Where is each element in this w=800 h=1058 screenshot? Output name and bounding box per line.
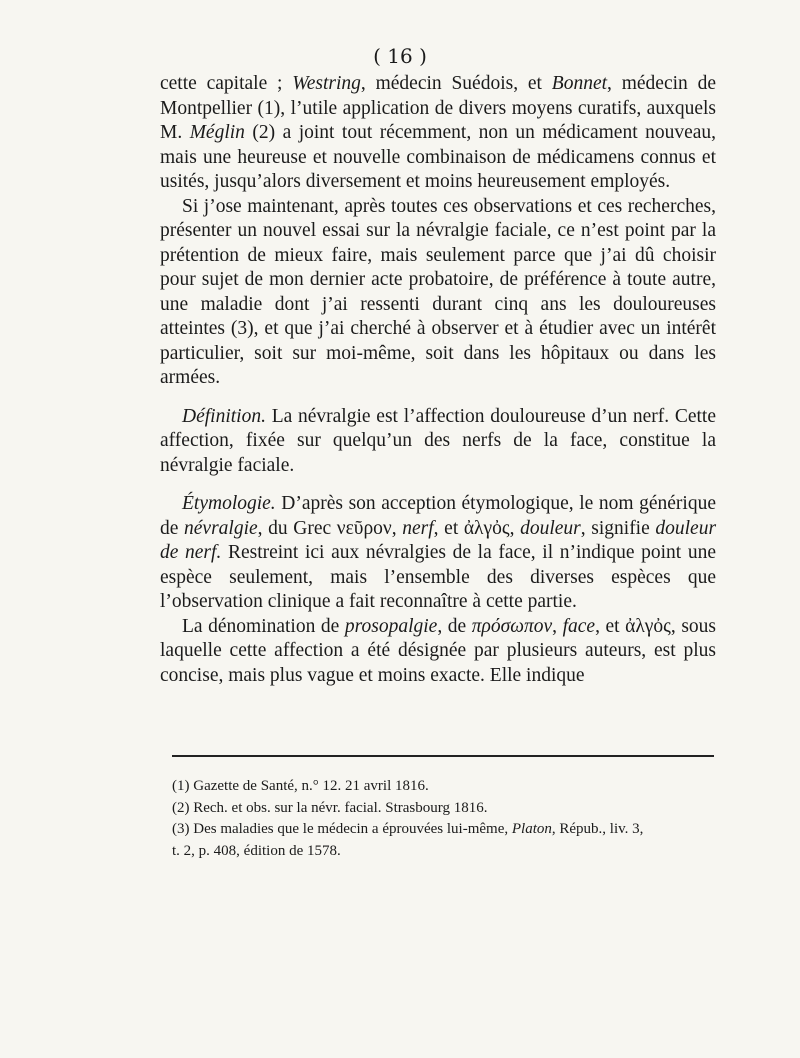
footnote-rule bbox=[172, 755, 714, 757]
p1-text-d: (2) a joint tout récemment, non un médicament nouveau, mais une heureuse et nouvelle combinaison de médicamens connus et usités, jusqu’alors diversement et moins heureusement employés. bbox=[160, 122, 717, 192]
p5-text-a: La dénomination de bbox=[182, 615, 345, 637]
definition-text: La névralgie est l’affection douloureuse d’un nerf. Cette affection, fixée sur quelqu’un des nerfs de la face, constitue la névralgie faciale. bbox=[160, 405, 716, 476]
p4-text-c: , bbox=[391, 517, 403, 539]
greek-algos-2: ἀλγὀς bbox=[625, 615, 671, 637]
p4-text-a: D’après son acception étymologique, le nom générique de bbox=[160, 493, 716, 539]
paragraph-etymology bbox=[160, 492, 716, 615]
name-bonnet: Bonnet bbox=[551, 73, 608, 94]
page-number: ( 16 ) bbox=[373, 44, 427, 68]
paragraph-2: Si j’ose maintenant, après toutes ces observations et ces recherches, présenter un nouvel essai sur la névralgie faciale, ce n’est point par la prétention de mieux faire, mais seulement parce que j’ai dû choisir pour sujet de mon dernier acte probatoire, de préférence à toute autre, une maladie dont j’ai ressenti durant cinq ans les douloureuses atteintes (3), et que j’ai cherché à observer et à étudier avec un intérêt particulier, soit sur moi-même, soit dans les hôpitaux ou dans les armées. bbox=[160, 195, 716, 388]
greek-algos: ἀλγὀς bbox=[463, 517, 510, 539]
p4-text-b: , du Grec bbox=[257, 517, 337, 539]
greek-neuron: νεῦρον bbox=[336, 517, 392, 539]
footnote-3-text-b: , Répub., liv. 3, bbox=[551, 821, 644, 837]
name-meglin: Méglin bbox=[189, 122, 245, 143]
p1-text-b: , médecin Suédois, et bbox=[360, 73, 552, 94]
term-prosopalgie: prosopalgie bbox=[344, 615, 438, 637]
paragraph-1 bbox=[160, 72, 716, 195]
term-douleur-de-nerf: douleur de nerf. bbox=[160, 517, 717, 563]
footnotes bbox=[172, 776, 712, 862]
paragraph-definition bbox=[160, 405, 716, 479]
footnote-3-continuation: t. 2, p. 408, édition de 1578. bbox=[172, 842, 341, 859]
footnote-3-text-a: (3) Des maladies que le médecin a éprouvées lui-même, bbox=[172, 821, 512, 837]
paragraph-prosopalgie bbox=[160, 615, 716, 689]
term-douleur: douleur bbox=[520, 517, 581, 539]
footnote-2: (2) Rech. et obs. sur la névr. facial. Strasbourg 1816. bbox=[172, 799, 488, 816]
p5-text-b: , de bbox=[437, 615, 472, 637]
etymology-label: Étymologie. bbox=[182, 493, 276, 514]
p5-text-d: , et bbox=[595, 615, 626, 637]
term-nerf: nerf bbox=[402, 517, 434, 539]
greek-prosopon: πρόσωπον bbox=[471, 615, 553, 637]
p5-text-c: , bbox=[552, 615, 563, 637]
p4-text-d: , et bbox=[433, 517, 464, 539]
footnote-3-platon: Platon bbox=[511, 821, 552, 837]
p1-text-c: , médecin de Montpellier (1), l’utile application de divers moyens curatifs, auxquels M. bbox=[160, 73, 716, 143]
footnote-1: (1) Gazette de Santé, n.° 12. 21 avril 1816. bbox=[172, 778, 429, 794]
main-text bbox=[160, 72, 716, 688]
p1-text-a: cette capitale ; bbox=[160, 73, 293, 94]
term-face: face bbox=[562, 615, 596, 637]
p4-text-g: Restreint ici aux névralgies de la face, il n’indique point une espèce seulement, mais l’ensemble des diverses espèces que l’observation clinique a fait reconnaître à cette partie. bbox=[160, 542, 716, 612]
p4-text-f: , signifie bbox=[580, 517, 656, 539]
footnote-3 bbox=[172, 819, 712, 841]
name-westring: Westring bbox=[292, 73, 361, 94]
definition-label: Définition. bbox=[182, 405, 266, 427]
p5-text-e: , sous laquelle cette affection a été désignée par plusieurs auteurs, est plus concise, mais plus vague et moins exacte. Elle indique bbox=[160, 615, 717, 686]
term-nevralgie: névralgie bbox=[184, 517, 258, 539]
p4-text-e: , bbox=[509, 517, 521, 539]
